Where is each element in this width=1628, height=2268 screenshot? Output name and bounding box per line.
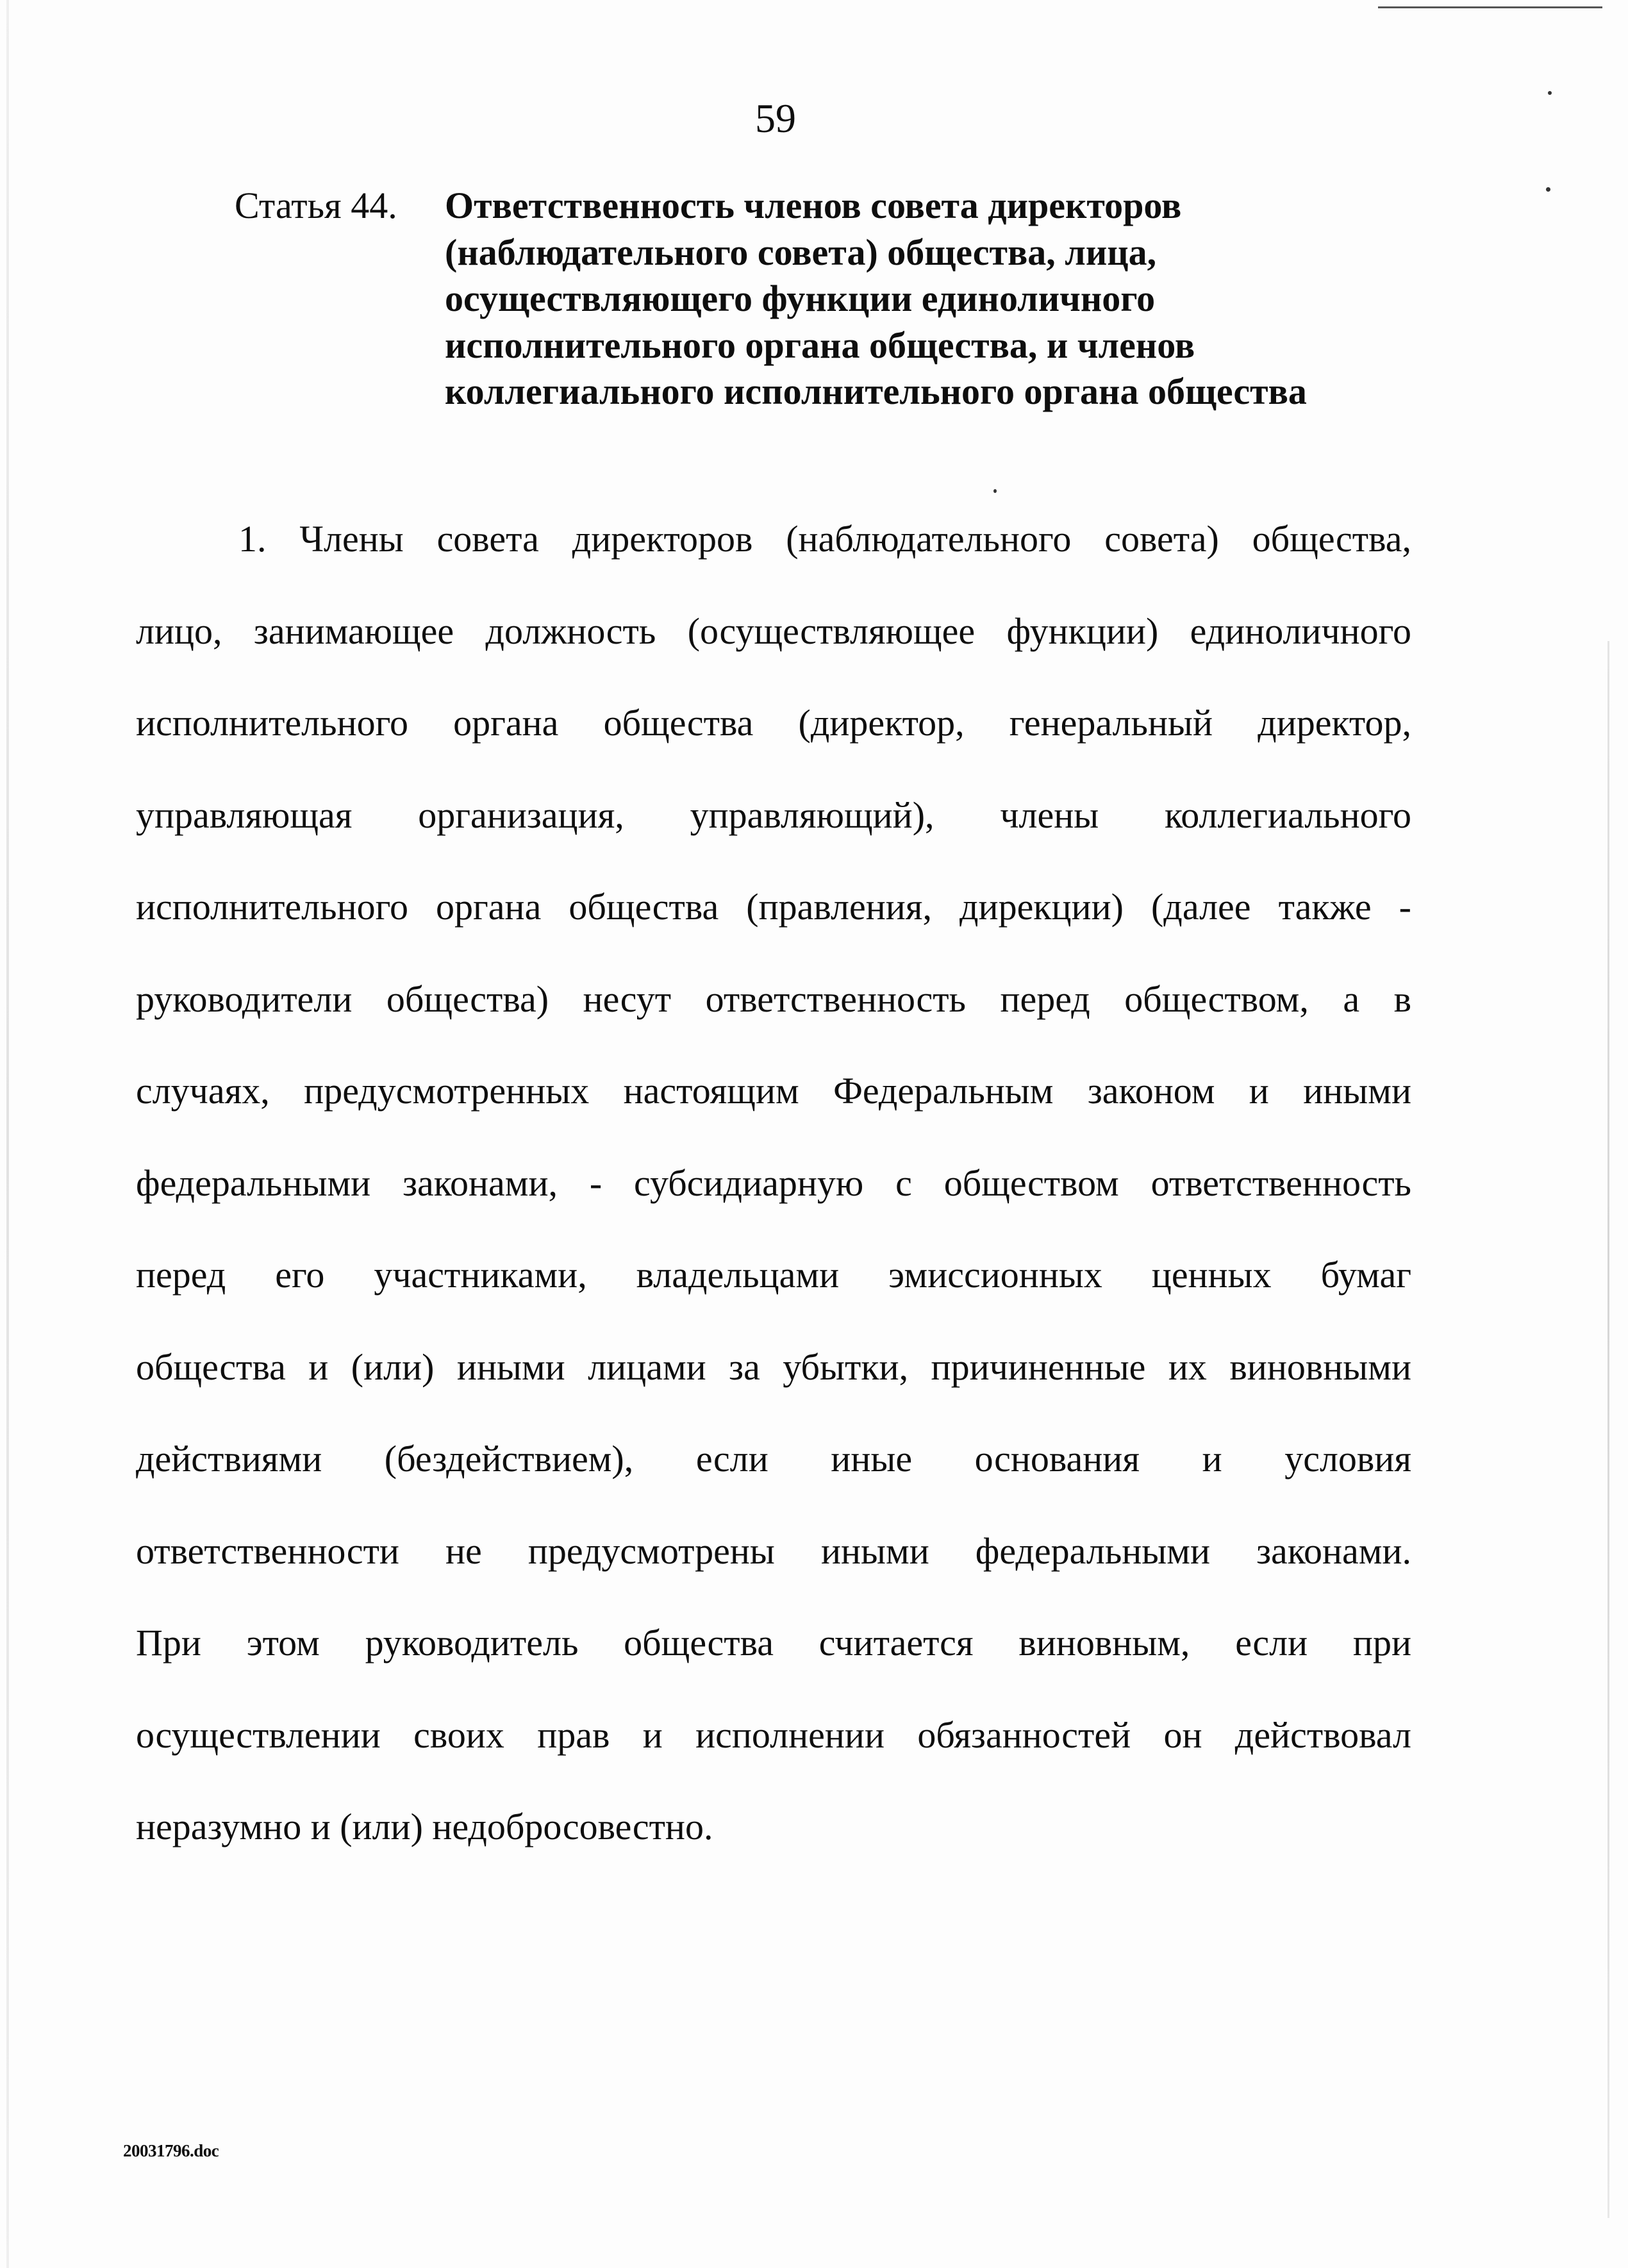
article-title [445,183,1406,415]
paragraph-line: общества и (или) иными лицами за убытки, причиненные их виновными [136,1346,1411,1388]
scan-speck [1548,91,1552,95]
paragraph-line: исполнительного органа общества (директор, генеральный директор, [136,702,1411,744]
paragraph-line: случаях, предусмотренных настоящим Федеральным законом и иными [136,1070,1411,1112]
paragraph-line: управляющая организация, управляющий), члены коллегиального [136,794,1411,836]
page-number: 59 [755,96,796,141]
paragraph-line: исполнительного органа общества (правления, дирекции) (далее также - [136,886,1411,928]
article-title-line: исполнительного органа общества, и членов [445,324,1195,366]
paragraph-line: ответственности не предусмотрены иными федеральными законами. [136,1530,1411,1572]
article-title-line: осуществляющего функции единоличного [445,278,1156,319]
paragraph-line: федеральными законами, - субсидиарную с обществом ответственность [136,1162,1411,1204]
paragraph-line: 1. Члены совета директоров (наблюдательного совета) общества, [238,518,1411,560]
scan-edge-shadow-right [1607,641,1609,2218]
article-label: Статья 44. [235,185,397,226]
paragraph-line: руководители общества) несут ответственность перед обществом, а в [136,978,1411,1020]
article-title-line: коллегиального исполнительного органа общества [445,371,1307,412]
paragraph-line: неразумно и (или) недобросовестно. [136,1806,713,1847]
paragraph-line: действиями (бездействием), если иные основания и условия [136,1438,1411,1480]
article-paragraph-1 [136,510,1411,1890]
footer-filename: 20031796.doc [123,2141,219,2160]
paragraph-line: лицо, занимающее должность (осуществляющее функции) единоличного [136,610,1411,652]
article-title-line: (наблюдательного совета) общества, лица, [445,231,1157,273]
paragraph-line: При этом руководитель общества считается виновным, если при [136,1622,1411,1663]
scan-speck [993,489,997,493]
paragraph-line: перед его участниками, владельцами эмиссионных ценных бумаг [136,1254,1411,1296]
paragraph-line: осуществлении своих прав и исполнении обязанностей он действовал [136,1714,1411,1756]
scan-edge-shadow-left [6,0,9,2268]
scan-speck [1546,187,1550,192]
article-title-line: Ответственность членов совета директоров [445,185,1182,226]
scan-top-rule [1378,6,1602,8]
